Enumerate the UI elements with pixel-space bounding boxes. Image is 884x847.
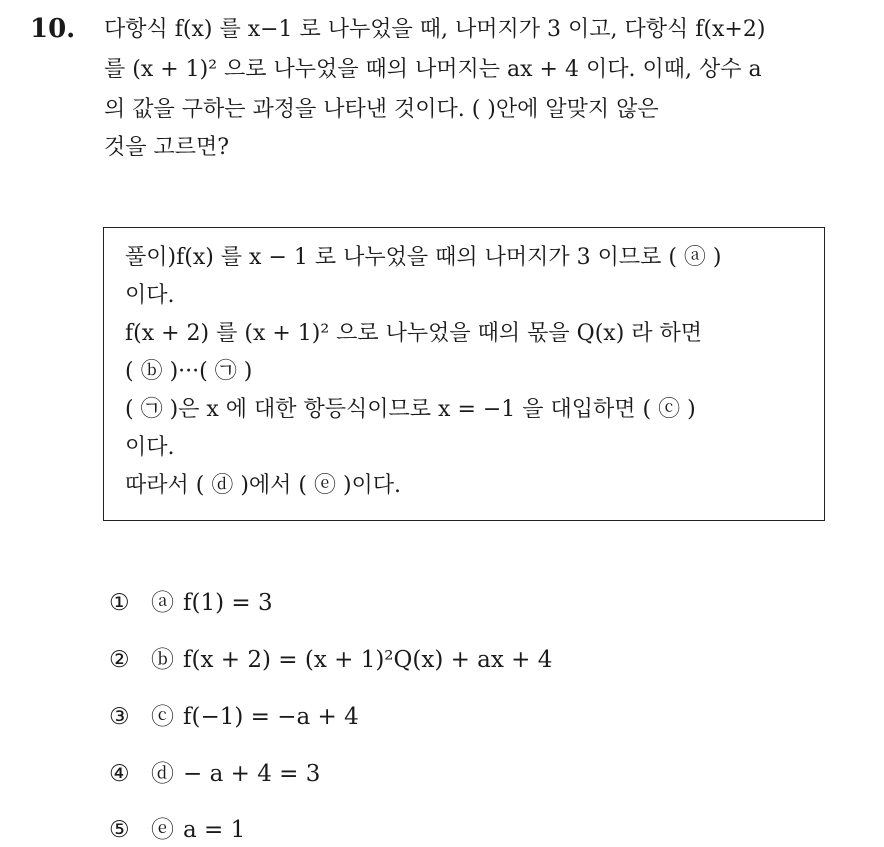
solution-line: 이다. — [125, 283, 175, 308]
choice-symbol: ⓔ — [151, 817, 174, 843]
solution-line: 따라서 ( ⓓ )에서 ( ⓔ )이다. — [125, 473, 402, 498]
question-line: 것을 고르면? — [104, 135, 230, 160]
choice-4[interactable] — [109, 757, 320, 791]
question-line: 를 (x + 1)² 으로 나누었을 때의 나머지는 ax + 4 이다. 이때, 상수 a — [104, 57, 762, 82]
choice-text: a = 1 — [183, 817, 246, 843]
solution-line: 풀이)f(x) 를 x − 1 로 나누었을 때의 나머지가 3 이므로 ( ⓐ ) — [125, 245, 722, 270]
choice-3[interactable] — [109, 700, 359, 734]
choice-number: ③ — [109, 704, 130, 730]
question-number: 10. — [30, 14, 76, 44]
choice-text: f(−1) = −a + 4 — [183, 704, 359, 730]
choice-symbol: ⓒ — [151, 704, 174, 730]
choice-text: − a + 4 = 3 — [183, 761, 321, 787]
choice-1[interactable] — [109, 586, 273, 620]
solution-line: 이다. — [125, 435, 175, 460]
solution-line: f(x + 2) 를 (x + 1)² 으로 나누었을 때의 몫을 Q(x) 라 하면 — [125, 321, 703, 346]
choice-number: ② — [109, 647, 130, 673]
solution-line: ( ㉠ )은 x 에 대한 항등식이므로 x = −1 을 대입하면 ( ⓒ ) — [125, 397, 696, 422]
question-line: 의 값을 구하는 과정을 나타낸 것이다. ( )안에 알맞지 않은 — [104, 97, 659, 122]
choice-2[interactable] — [109, 643, 552, 677]
choice-number: ④ — [109, 761, 130, 787]
choice-text: f(1) = 3 — [183, 590, 273, 616]
solution-line: ( ⓑ )···( ㉠ ) — [125, 359, 253, 384]
choice-number: ① — [109, 590, 130, 616]
choice-symbol: ⓐ — [151, 590, 174, 616]
choice-text: f(x + 2) = (x + 1)²Q(x) + ax + 4 — [183, 647, 553, 673]
choice-symbol: ⓓ — [151, 761, 174, 787]
choice-number: ⑤ — [109, 817, 130, 843]
choice-symbol: ⓑ — [151, 647, 174, 673]
solution-box — [103, 227, 825, 521]
question-line: 다항식 f(x) 를 x−1 로 나누었을 때, 나머지가 3 이고, 다항식 f(x+2) — [104, 17, 766, 42]
